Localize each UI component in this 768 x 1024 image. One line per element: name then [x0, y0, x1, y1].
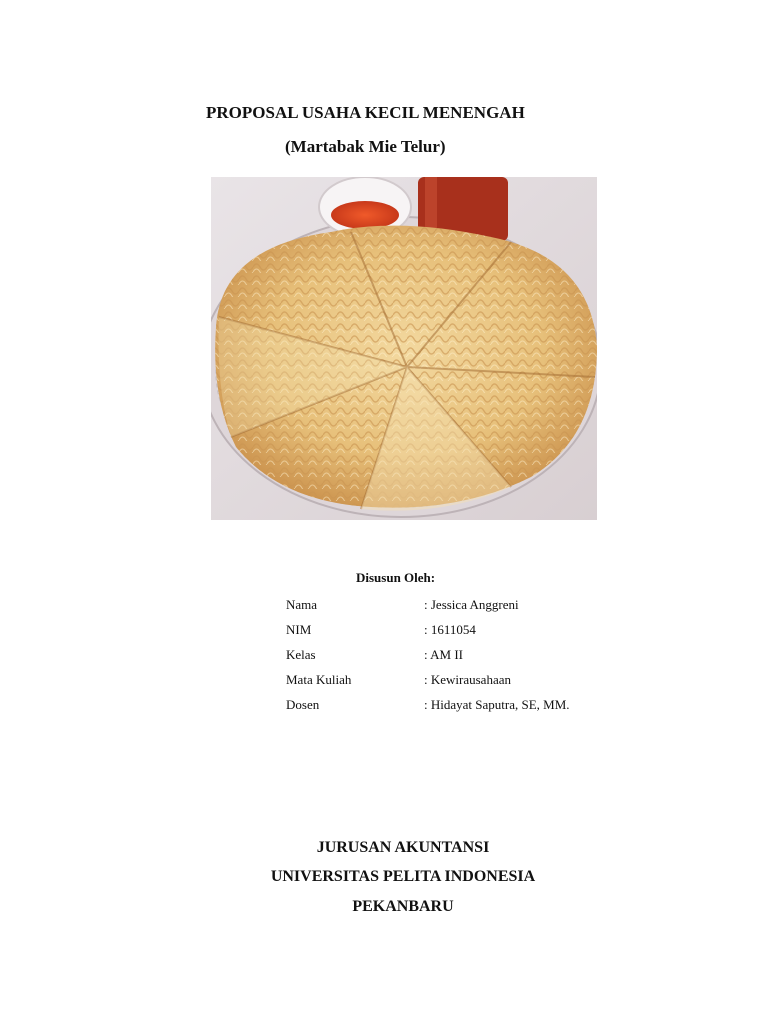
info-row-course — [286, 670, 570, 695]
info-value: : Jessica Anggreni — [424, 597, 519, 612]
info-row-lecturer — [286, 695, 570, 720]
info-row-name — [286, 595, 570, 620]
info-value: : AM II — [424, 647, 463, 662]
compiled-by-heading: Disusun Oleh: — [356, 570, 436, 585]
info-label: Nama — [286, 597, 318, 612]
info-row-class — [286, 645, 570, 670]
info-value: : Hidayat Saputra, SE, MM. — [424, 697, 570, 712]
info-label: NIM — [286, 622, 312, 637]
info-label: Dosen — [286, 697, 320, 712]
document-subtitle: (Martabak Mie Telur) — [285, 137, 446, 156]
author-info — [286, 595, 570, 720]
university-name: UNIVERSITAS PELITA INDONESIA — [270, 868, 536, 885]
city-name: PEKANBARU — [352, 898, 454, 915]
info-label: Mata Kuliah — [286, 672, 352, 687]
info-row-nim — [286, 620, 570, 645]
department-name: JURUSAN AKUNTANSI — [316, 839, 490, 856]
document-title: PROPOSAL USAHA KECIL MENENGAH — [206, 103, 525, 122]
martabak-photo — [211, 177, 597, 520]
info-label: Kelas — [286, 647, 316, 662]
info-value: : Kewirausahaan — [424, 672, 511, 687]
info-value: : 1611054 — [424, 622, 476, 637]
